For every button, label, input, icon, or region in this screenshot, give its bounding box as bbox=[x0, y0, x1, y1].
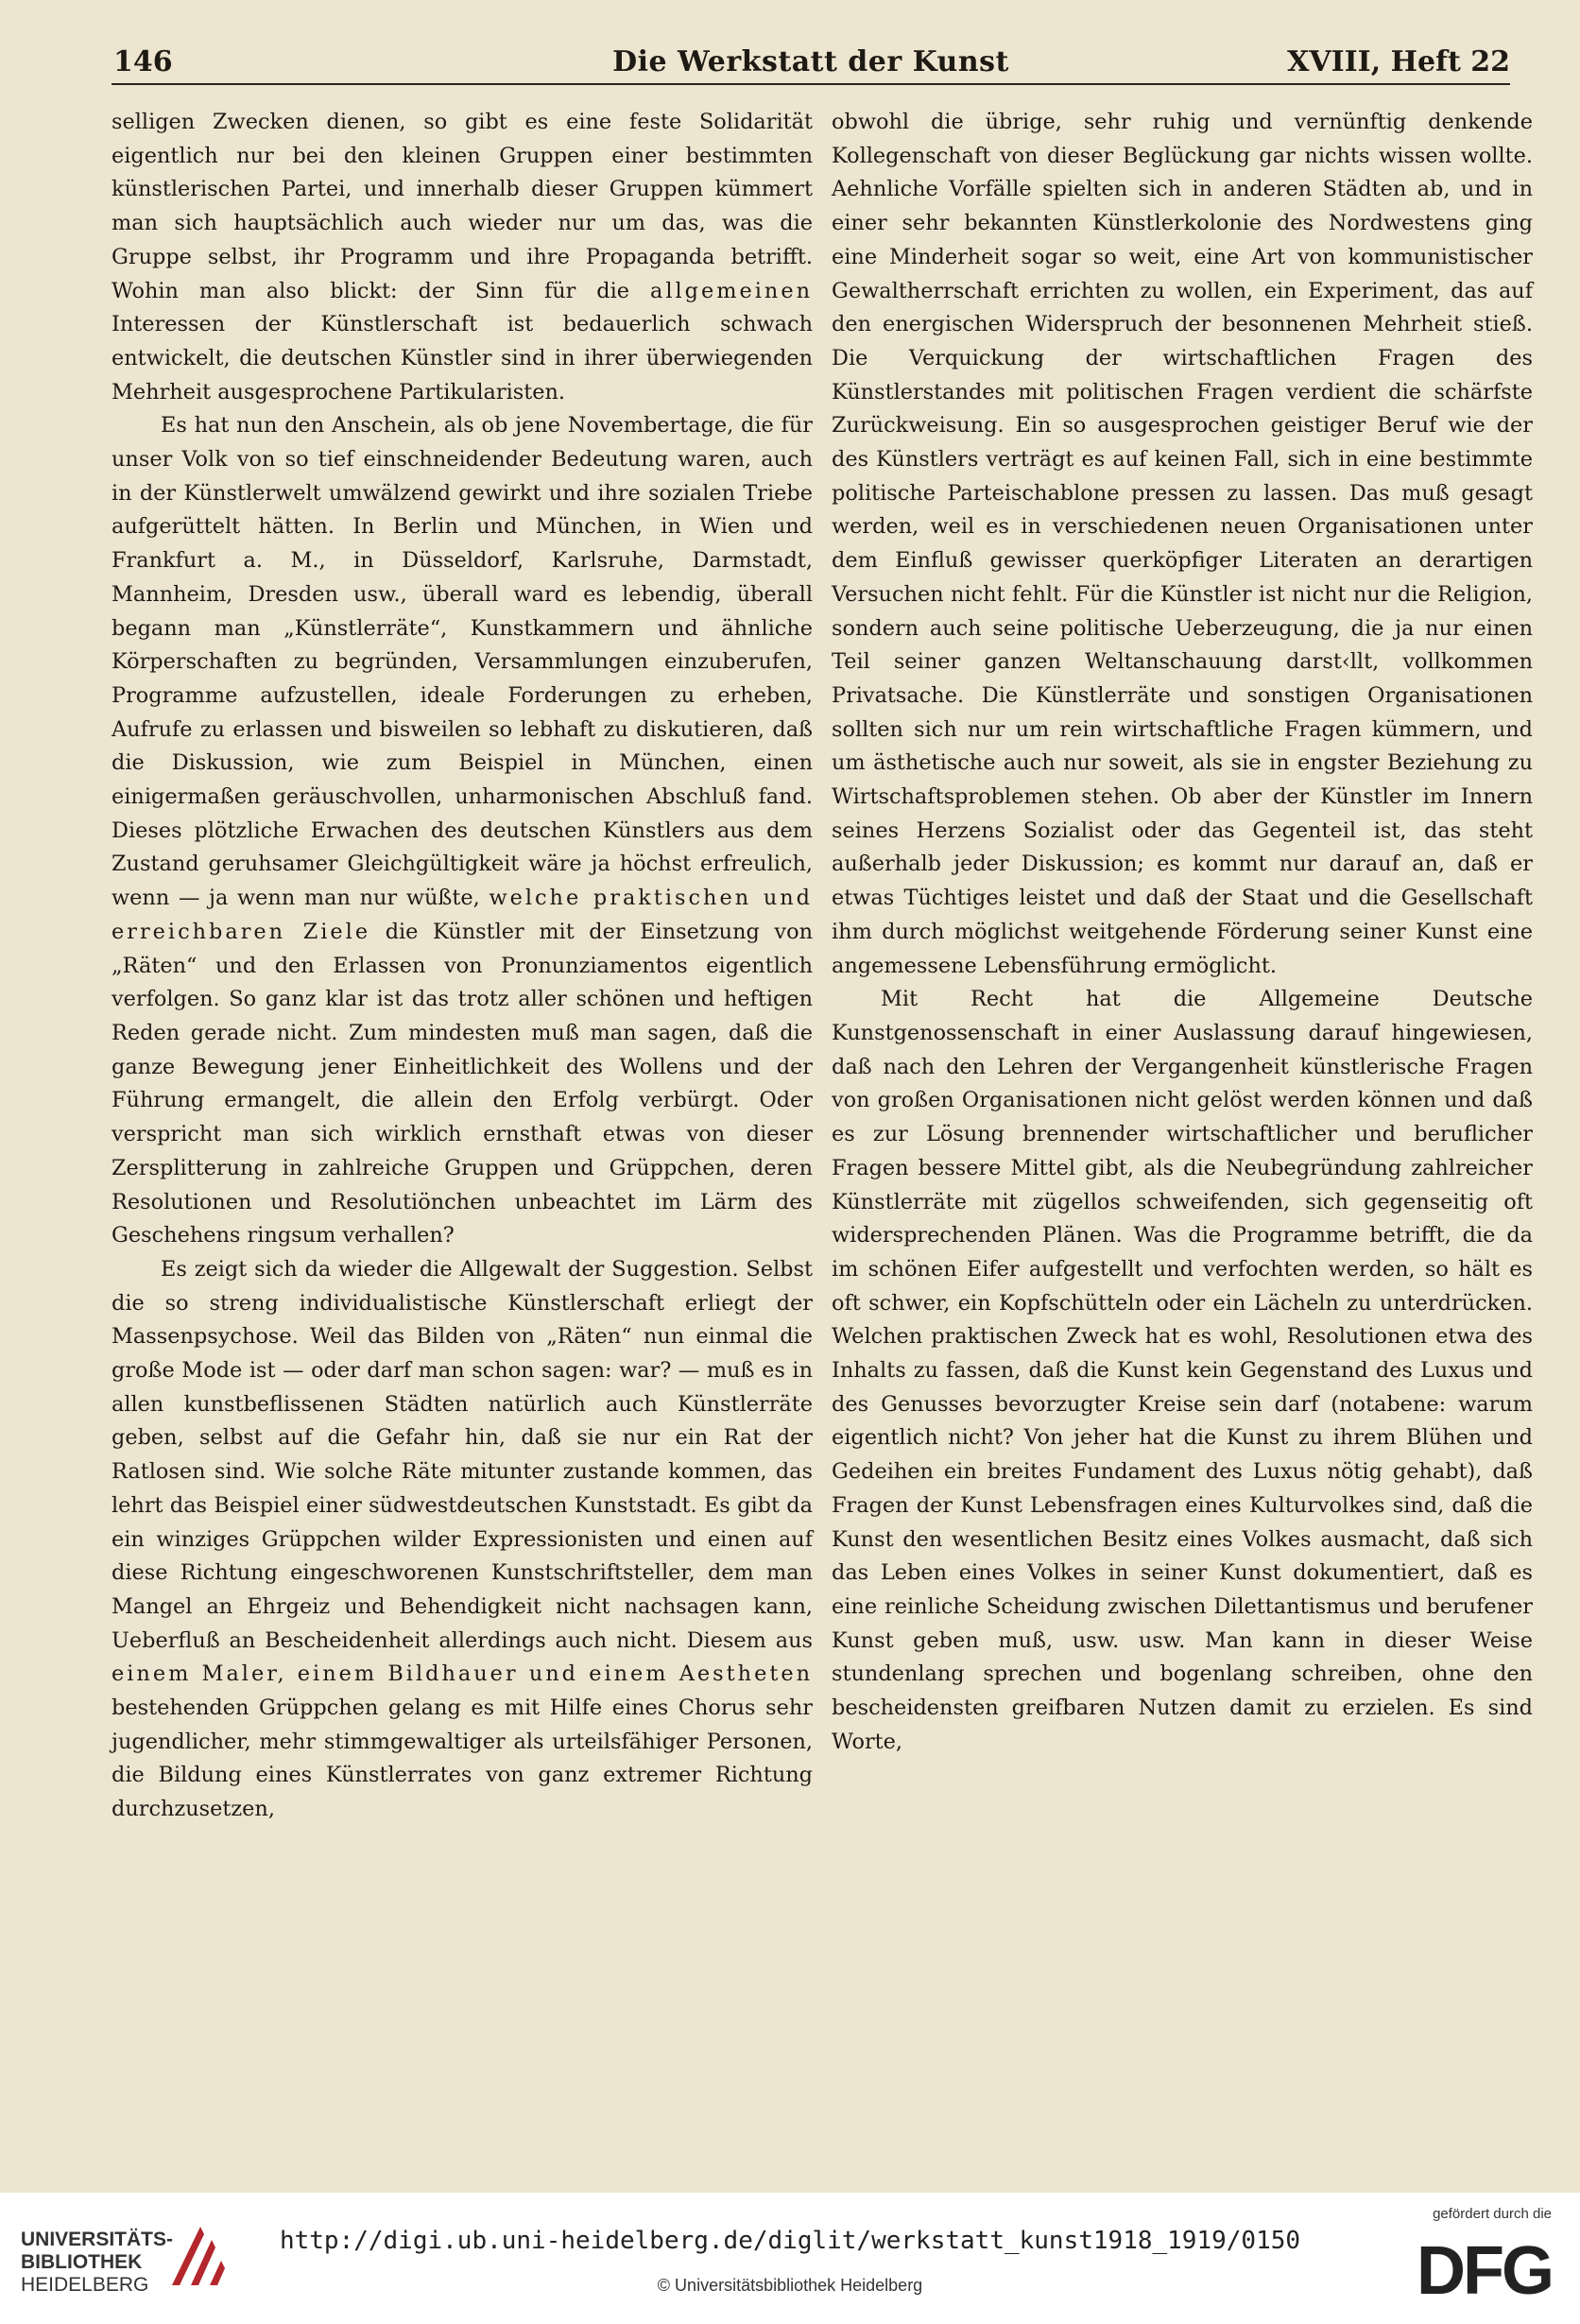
text-run: die Künstler mit der Einsetzung von „Räten“ und den Erlassen von Pronunziamentos eigentlich verfolgen. So ganz klar ist das trotz aller schönen und heftigen Reden gerade nicht. Zum mindesten muß man sagen, daß die ganze Bewegung jener Einheitlichkeit des Wollens und der Führung ermangelt, die allein den Erfolg verbürgt. Oder verspricht man sich wirklich ernsthaft etwas von dieser Zersplitterung in zahlreiche Gruppen und Grüppchen, deren Resolutionen und Resolutiönchen unbeachtet im Lärm des Geschehens ringsum verhallen? bbox=[112, 919, 813, 1248]
left-paragraph-2 bbox=[112, 409, 813, 1253]
spaced-emphasis: einem Maler, einem Bildhauer und einem Aestheten bbox=[112, 1661, 813, 1687]
left-paragraph-3 bbox=[112, 1253, 813, 1827]
left-column bbox=[112, 106, 813, 1827]
volume-issue: XVIII, Heft 22 bbox=[1287, 45, 1510, 78]
journal-title: Die Werkstatt der Kunst bbox=[612, 45, 1009, 78]
spaced-emphasis: welche praktischen und erreichbaren Ziele bbox=[112, 886, 813, 944]
funder-block bbox=[1410, 2206, 1552, 2310]
text-run: bestehenden Grüppchen gelang es mit Hilfe eines Chorus sehr jugendlicher, mehr stimmgewaltiger als urteilsfähiger Personen, die Bildung eines Künstlerrates von ganz extremer Richtung durchzusetzen, bbox=[112, 1696, 813, 1822]
text-run: Es hat nun den Anschein, als ob jene Novembertage, die für unser Volk von so tief einschneidender Bedeutung waren, auch in der Künstlerwelt umwälzend gewirkt und ihre sozialen Triebe aufgerüttelt hätten. In Berlin und München, in Wien und Frankfurt a. M., in Düsseldorf, Karlsruhe, Darmstadt, Mannheim, Dresden usw., überall ward es lebendig, überall begann man „Künstlerräte“, Kunstkammern und ähnliche Körperschaften zu begründen, Versammlungen einzuberufen, Programme aufzustellen, ideale Forderungen zu erheben, Aufrufe zu erlassen und bisweilen so lebhaft zu diskutieren, daß die Diskussion, wie zum Beispiel in München, einen einigermaßen geräuschvollen, unharmonischen Abschluß fand. Dieses plötzliche Erwachen des deutschen Künstlers aus dem Zustand geruhsamer Gleichgültigkeit wäre ja höchst erfreulich, wenn — ja wenn man nur wüßte, bbox=[112, 413, 813, 911]
funding-note: gefördert durch die bbox=[1433, 2206, 1552, 2222]
spaced-emphasis: allgemeinen bbox=[650, 278, 813, 303]
text-run: selligen Zwecken dienen, so gibt es eine feste Solidarität eigentlich nur bei den kleinen Gruppen einer bestimmten künstlerischen Partei, und innerhalb dieser Gruppen kümmert man sich hauptsächlich auch wieder nur um das, was die Gruppe selbst, ihr Programm und ihre Propaganda betrifft. Wohin man also blickt: der Sinn für die bbox=[112, 110, 813, 303]
page-number: 146 bbox=[113, 45, 173, 78]
copyright-notice: © Universitätsbibliothek Heidelberg bbox=[657, 2276, 923, 2295]
library-name-line: UNIVERSITÄTS- bbox=[21, 2229, 174, 2250]
text-run: Interessen der Künstlerschaft ist bedauerlich schwach entwickelt, die deutschen Künstler sind in ihrer überwiegenden Mehrheit ausgesprochene Partikularisten. bbox=[112, 312, 813, 405]
text-run: Es zeigt sich da wieder die Allgewalt der Suggestion. Selbst die so streng individualistische Künstlerschaft erliegt der Massenpsychose. Weil das Bilden von „Räten“ nun einmal die große Mode ist — oder darf man schon sagen: war? — muß es in allen kunstbeflissenen Städten natürlich auch Künstlerräte geben, selbst auf die Gefahr hin, daß sie nur ein Rat der Ratlosen sind. Wie solche Räte mitunter zustande kommen, das lehrt das Beispiel einer südwestdeutschen Kunststadt. Es gibt da ein winziges Grüppchen wilder Expressionisten und einen auf diese Richtung eingeschworenen Kunstschriftsteller, dem man Mangel an Ehrgeiz und Behendigkeit nicht nachsagen kann, Ueberfluß an Bescheidenheit allerdings auch nicht. Diesem aus bbox=[112, 1256, 813, 1653]
library-name-line: BIBLIOTHEK bbox=[21, 2251, 143, 2273]
left-paragraph-1 bbox=[112, 106, 813, 409]
library-name-line: HEIDELBERG bbox=[21, 2274, 149, 2296]
right-paragraph-1: obwohl die übrige, sehr ruhig und vernünftig denkende Kollegenschaft von dieser Beglückung gar nichts wissen wollte. Aehnliche Vorfälle spielten sich in anderen Städten ab, und in einer sehr bekannten Künstlerkolonie des Nordwestens ging eine Minderheit sogar so weit, eine Art von kommunistischer Gewaltherrschaft errichten zu wollen, ein Experiment, das auf den energischen Widerspruch der besonnenen Mehrheit stieß. Die Verquickung der wirtschaftlichen Fragen des Künstlerstandes mit politischen Fragen verdient die schärfste Zurückweisung. Ein so ausgesprochen geistiger Beruf wie der des Künstlers verträgt es auf keinen Fall, sich in eine bestimmte politische Parteischablone pressen zu lassen. Das muß gesagt werden, weil es in verschiedenen neuen Organisationen unter dem Einfluß gewisser querköpfiger Literaten an derartigen Versuchen nicht fehlt. Für die Künstler ist nicht nur die Religion, sondern auch seine politische Ueberzeugung, die ja nur einen Teil seiner ganzen Weltanschauung darst‹llt, vollkommen Privatsache. Die Künstlerräte und sonstigen Organisationen sollten sich nur um rein wirtschaftliche Fragen kümmern, und um ästhetische auch nur soweit, als sie in engster Beziehung zu Wirtschaftsproblemen stehen. Ob aber der Künstler im Innern seines Herzens Sozialist oder das Gegenteil ist, das steht außerhalb jeder Diskussion; es kommt nur darauf an, daß er etwas Tüchtiges leistet und daß der Staat und die Gesellschaft ihm durch möglichst weitgehende Förderung seiner Kunst eine angemessene Lebensführung ermöglicht. bbox=[832, 110, 1533, 978]
digitization-footer bbox=[0, 2193, 1580, 2324]
dfg-logo: DFG bbox=[1417, 2233, 1552, 2309]
right-column bbox=[832, 106, 1533, 1759]
running-header bbox=[112, 38, 1510, 85]
source-url-link[interactable]: http://digi.ub.uni-heidelberg.de/diglit/werkstatt_kunst1918_1919/0150 bbox=[279, 2227, 1301, 2255]
right-paragraph-2: Mit Recht hat die Allgemeine Deutsche Kunstgenossenschaft in einer Auslassung darauf hingewiesen, daß nach den Lehren der Vergangenheit künstlerische Fragen von großen Organisationen nicht gelöst werden können und daß es zur Lösung brennender wirtschaftlicher und beruflicher Fragen bessere Mittel gibt, als die Neubegründung zahlreicher Künstlerräte mit zügellos schweifenden, sich gegenseitig oft widersprechenden Plänen. Was die Programme betrifft, die da im schönen Eifer aufgestellt und verfochten werden, so hält es oft schwer, ein Kopfschütteln oder ein Lächeln zu unterdrücken. Welchen praktischen Zweck hat es wohl, Resolutionen etwa des Inhalts zu fassen, daß die Kunst kein Gegenstand des Luxus und des Genusses bevorzugter Kreise sein darf (notabene: warum eigentlich nicht? Von jeher hat die Kunst zu ihrem Blühen und Gedeihen ein breites Fundament des Luxus nötig gehabt), daß Fragen der Kunst Lebensfragen eines Kulturvolkes sind, daß die Kunst den wesentlichen Besitz eines Volkes ausmacht, daß sich das Leben eines Volkes in seiner Kunst dokumentiert, daß es eine reinliche Scheidung zwischen Dilettantismus und berufener Kunst geben muß, usw. usw. Man kann in dieser Weise stundenlang sprechen und bogenlang schreiben, ohne den bescheidensten greifbaren Nutzen damit zu erzielen. Es sind Worte, bbox=[832, 987, 1533, 1754]
